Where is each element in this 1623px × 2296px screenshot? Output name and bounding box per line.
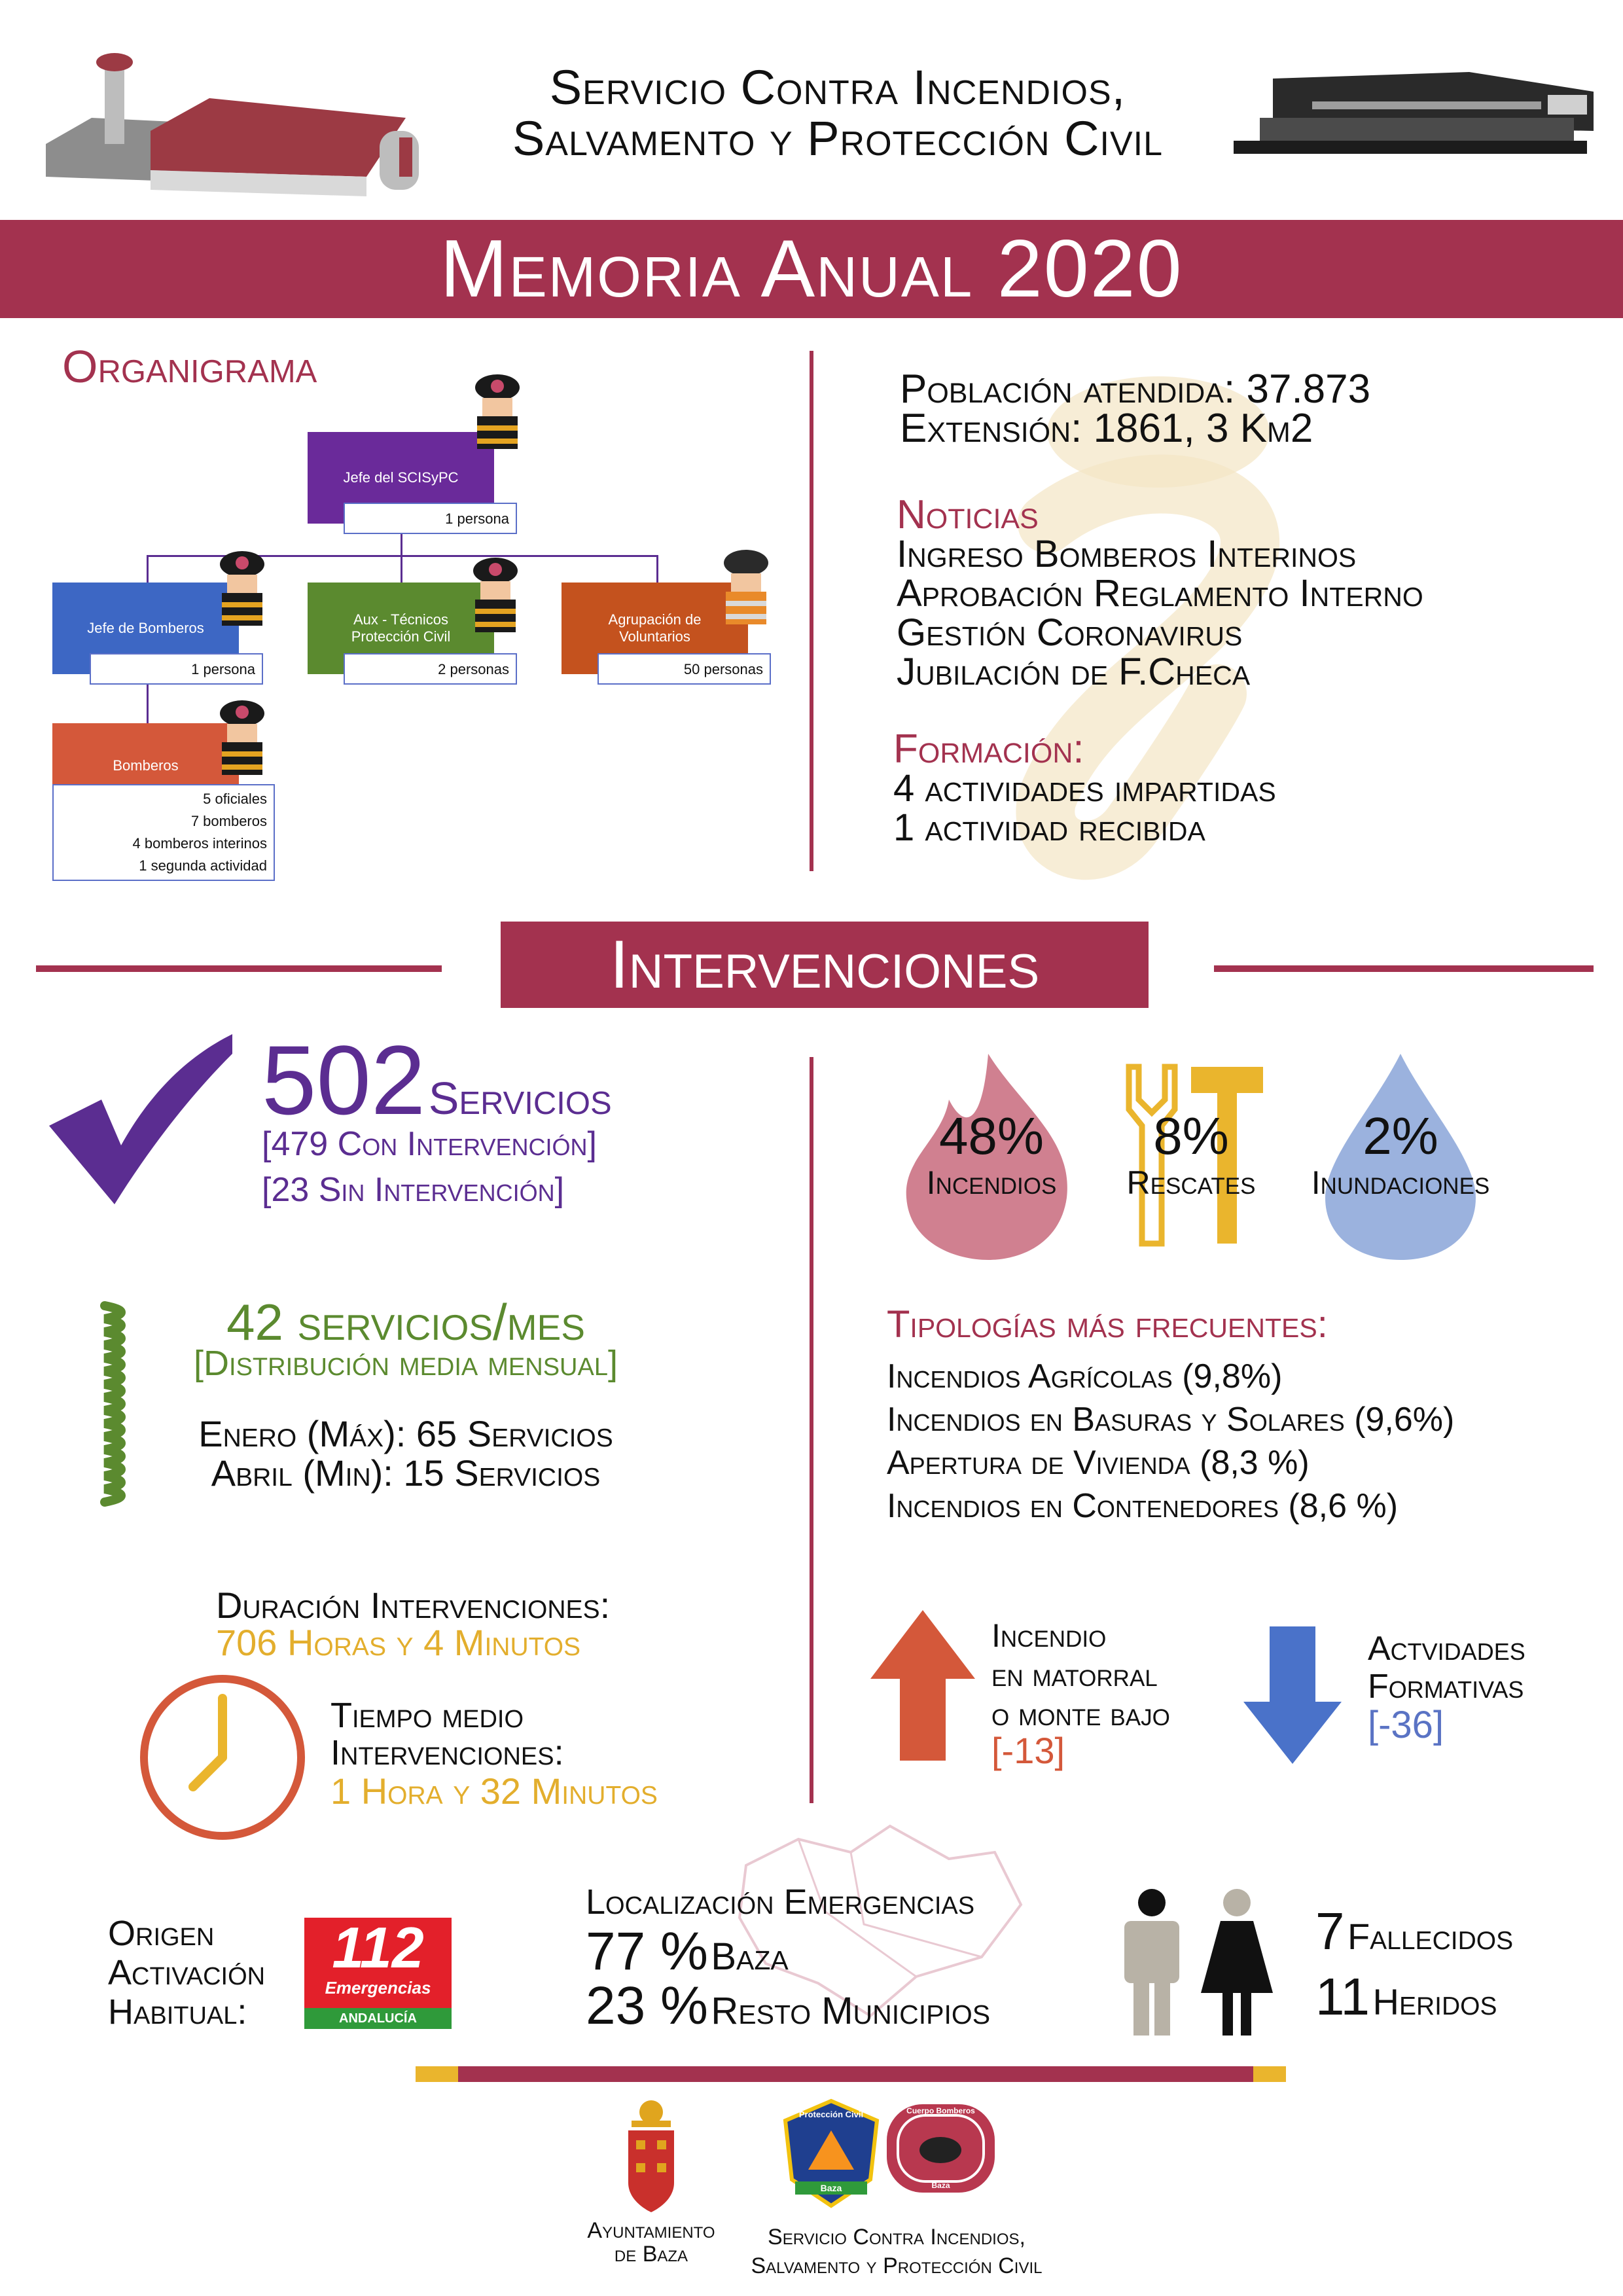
localizacion-resto-label: Resto Municipios [711,1990,991,2032]
org-agrupacion-count: 50 personas [597,653,771,685]
volunteer-icon [717,548,776,637]
org-jefe-count: 1 persona [344,503,517,534]
firefighter-icon [468,373,527,461]
extension-text: Extensión: 1861, 3 Km2 [900,406,1313,451]
servicios-number: 502 [262,1025,426,1135]
abril-min: Abril (Min): 15 Servicios [211,1452,601,1494]
org-bomberos-details [52,784,275,881]
localizacion-baza-label: Baza [711,1935,789,1978]
servicios-sin: [23 Sin Intervención] [262,1171,565,1209]
tipologia-item: Apertura de Vivienda (8,3 %) [887,1444,1310,1482]
duracion-label: Duración Intervenciones: [216,1585,611,1626]
servicios-mes-sub: [Distribución media mensual] [194,1344,618,1383]
tiempo-medio-line2: Intervenciones: [330,1733,564,1772]
localizacion-resto-pct: 23 % [586,1976,708,2036]
tendencia-down-line1: Actvidades [1368,1630,1525,1668]
formacion-item: 1 actividad recibida [893,806,1205,849]
noticia-item: Gestión Coronavirus [897,611,1243,654]
localizacion-heading: Localización Emergencias [586,1882,975,1922]
checkmark-icon [43,1028,239,1214]
org-connector-left [147,555,149,583]
heridos-label: Heridos [1372,1981,1497,2022]
tipologia-item: Incendios en Contenedores (8,6 %) [887,1487,1399,1525]
duracion-value: 706 Horas y 4 Minutos [216,1622,581,1663]
header-title [406,62,1270,164]
heridos-number: 11 [1315,1967,1370,2026]
pct-incendios-label: Incendios [926,1164,1057,1201]
tipologia-item: Incendios Agrícolas (9,8%) [887,1357,1283,1395]
formacion-heading: Formación: [893,726,1084,772]
logo-112-body [304,1915,452,2008]
org-aux-label-line2: Protección Civil [351,628,451,645]
origen-line1: Origen [108,1914,215,1953]
header-title-line1: Servicio Contra Incendios, [549,60,1126,115]
intervenciones-rule-left [36,965,442,972]
tendencia-up-value: [-13] [991,1730,1065,1771]
org-agrupacion-label-line2: Voluntarios [619,628,690,645]
servicios-label: Servicios [428,1073,612,1124]
logo-112-region: ANDALUCÍA [304,2008,452,2029]
origen-line2: Activación [108,1953,266,1992]
ayuntamiento-line1: Ayuntamiento [587,2218,715,2243]
fallecidos-number: 7 [1315,1902,1345,1960]
org-bomberos-detail-1: 5 oficiales [203,791,267,807]
pct-rescates-value: 8% [1153,1107,1229,1165]
org-aux-count: 2 personas [344,653,517,685]
noticias-heading: Noticias [897,492,1039,537]
header-title-line2: Salvamento y Protección Civil [512,111,1164,166]
org-aux-label-line1: Aux - Técnicos [353,611,449,628]
pct-incendios-value: 48% [938,1107,1044,1165]
calendar-spring-icon [98,1299,144,1518]
firefighter-icon [213,699,272,787]
person-female-icon [1198,1888,1276,2039]
arrow-down-icon [1240,1623,1345,1770]
bomberos-badge [883,2101,998,2196]
org-jefe-bomberos-count: 1 persona [90,653,263,685]
person-male-icon [1119,1888,1185,2039]
org-jefe-label: Jefe del SCISyPC [343,469,459,486]
origen-line3: Habitual: [108,1992,247,2032]
station-building-image-right [1234,65,1600,170]
localizacion-baza-pct: 77 % [586,1922,708,1981]
station-building-image-left [33,46,438,196]
proteccion-civil-badge-text: Protección Civil [798,2109,864,2119]
noticia-item: Ingreso Bomberos Interinos [897,533,1357,575]
firefighter-icon [213,550,272,638]
logo-112-word: Emergencias [325,1978,431,1998]
tipologias-heading: Tipologías más frecuentes: [887,1303,1328,1346]
servicios-mes: 42 servicios/mes [226,1293,585,1351]
intervenciones-rule-right [1214,965,1594,972]
org-connector-center [401,555,402,583]
ayuntamiento-line2: de Baza [614,2242,688,2267]
pct-inundaciones-label: Inundaciones [1311,1164,1490,1201]
clock-icon [134,1669,311,1849]
divider-top [810,351,813,871]
tendencia-up-line3: o monte bajo [991,1696,1170,1732]
tendencia-down-value: [-36] [1368,1704,1444,1746]
tendencia-down-line2: Formativas [1368,1668,1524,1706]
ayuntamiento-crest-icon [622,2098,681,2219]
footer-service-line1: Servicio Contra Incendios, [768,2225,1026,2250]
tendencia-up-line2: en matorral [991,1657,1158,1693]
org-bomberos-detail-3: 4 bomberos interinos [132,835,267,852]
logo-112 [304,1915,452,2029]
pct-rescates-label: Rescates [1126,1164,1256,1201]
pct-inundaciones-value: 2% [1363,1107,1438,1165]
proteccion-civil-badge-city: Baza [820,2183,842,2193]
formacion-item: 4 actividades impartidas [893,767,1276,810]
noticia-item: Aprobación Reglamento Interno [897,572,1423,615]
org-connector-right [656,555,658,583]
organigrama-heading: Organigrama [62,341,317,392]
firefighter-icon [466,556,525,645]
tipologia-item: Incendios en Basuras y Solares (9,6%) [887,1401,1455,1439]
intervenciones-heading: Intervenciones [501,922,1149,1008]
page-title: Memoria Anual 2020 [440,224,1183,314]
localizacion-baza [586,1921,789,1982]
servicios-con: [479 Con Intervención] [262,1125,597,1163]
noticia-item: Jubilación de F.Checa [897,651,1251,693]
org-agrupacion-label-line1: Agrupación de [608,611,702,628]
footer-rule-maroon [458,2066,1253,2082]
servicios-total [262,1025,612,1135]
heridos [1315,1967,1497,2027]
fallecidos [1315,1901,1513,1962]
arrow-up-icon [867,1607,978,1767]
org-bomberos-detail-4: 1 segunda actividad [139,857,267,874]
enero-max: Enero (Máx): 65 Servicios [198,1413,613,1454]
org-bomberos-detail-2: 7 bomberos [190,813,267,829]
tendencia-up-line1: Incendio [991,1617,1107,1654]
divider-middle [810,1057,813,1803]
org-bomberos-label: Bomberos [113,757,179,774]
org-jefe-bomberos-label: Jefe de Bomberos [87,620,204,636]
bomberos-badge-text: Cuerpo Bomberos [906,2106,975,2115]
logo-112-number: 112 [332,1915,424,1980]
tiempo-medio-value: 1 Hora y 32 Minutos [330,1770,658,1812]
footer-service-line2: Salvamento y Protección Civil [751,2253,1043,2278]
bomberos-badge-city: Baza [931,2181,950,2190]
tiempo-medio-line1: Tiempo medio [330,1696,524,1735]
fallecidos-label: Fallecidos [1347,1916,1514,1957]
proteccion-civil-badge [782,2098,880,2209]
localizacion-resto [586,1975,990,2037]
poblacion-text: Población atendida: 37.873 [900,367,1371,412]
